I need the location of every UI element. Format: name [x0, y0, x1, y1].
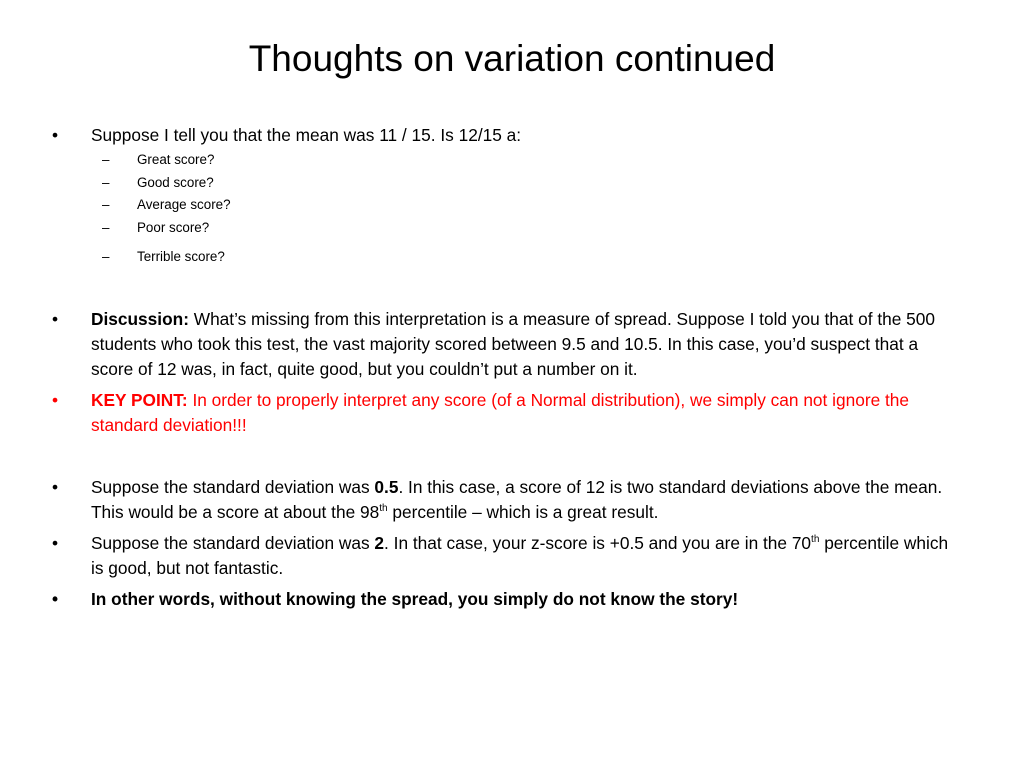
- sub-bullet-good: [52, 172, 962, 195]
- sub-bullet-average: [52, 194, 962, 217]
- bullet-marker: •: [52, 125, 59, 145]
- discussion-label: Discussion:: [91, 308, 189, 329]
- conclusion-text: In other words, without knowing the spread, you simply do not know the story!: [91, 588, 739, 609]
- sub-bullet-marker: –: [102, 219, 110, 235]
- sub-bullet-poor: [52, 217, 962, 240]
- slide-content: [52, 123, 962, 612]
- sd05-value: 0.5: [374, 476, 399, 497]
- sd2-mid: . In that case, your z-score is +0.5 and you are in the 70: [384, 532, 812, 553]
- sub-bullet-label: Poor score?: [137, 219, 210, 235]
- discussion-text: What’s missing from this interpretation is a measure of spread. Suppose I told you that of the 500 students who took this test, the vast majority scored between 9.5 and 10.5. In this case, you’d suspect that a score of 12 was, in fact, quite good, but you couldn’t put a number on it.: [91, 308, 936, 379]
- sub-bullet-great: [52, 149, 962, 172]
- slide-title: Thoughts on variation continued: [248, 38, 776, 79]
- sub-bullet-terrible: [52, 246, 962, 269]
- bullet-key-point: [52, 388, 962, 438]
- sd2-value: 2: [374, 532, 385, 553]
- key-point-text: In order to properly interpret any score (of a Normal distribution), we simply can not ignore the standard deviation!!!: [91, 389, 910, 435]
- bullet-marker: •: [52, 389, 59, 410]
- bullet-marker: •: [52, 476, 59, 497]
- sd05-superscript: th: [379, 502, 388, 514]
- sub-bullet-label: Good score?: [137, 174, 214, 190]
- bullet-sd-2: [52, 531, 962, 581]
- sd2-post: percentile which is good, but not fantastic.: [91, 532, 949, 578]
- bullet-marker: •: [52, 308, 59, 329]
- bullet-marker: •: [52, 532, 59, 553]
- sd05-pre: Suppose the standard deviation was: [91, 476, 375, 497]
- sd05-mid: . In this case, a score of 12 is two standard deviations above the mean. This would be a score at about the 98: [91, 476, 943, 522]
- sub-bullet-marker: –: [102, 197, 110, 212]
- sd05-post: percentile – which is a great result.: [387, 501, 659, 522]
- sub-bullet-marker: –: [102, 152, 110, 167]
- bullet-discussion: [52, 307, 962, 382]
- sub-bullet-marker: –: [102, 174, 110, 190]
- sub-bullet-marker: –: [102, 249, 110, 264]
- sub-bullet-label: Terrible score?: [137, 249, 225, 264]
- sub-bullet-label: Average score?: [137, 197, 231, 212]
- question-text: Suppose I tell you that the mean was 11 / 15. Is 12/15 a:: [91, 125, 522, 145]
- sd2-superscript: th: [811, 533, 820, 545]
- bullet-marker: •: [52, 588, 59, 609]
- key-point-label: KEY POINT:: [91, 389, 188, 410]
- bullet-sd-0-5: [52, 475, 962, 525]
- sub-bullet-label: Great score?: [137, 152, 215, 167]
- sd2-pre: Suppose the standard deviation was: [91, 532, 375, 553]
- sub-bullet-list: [52, 149, 962, 269]
- bullet-conclusion: [52, 587, 962, 612]
- bullet-question: [52, 123, 962, 148]
